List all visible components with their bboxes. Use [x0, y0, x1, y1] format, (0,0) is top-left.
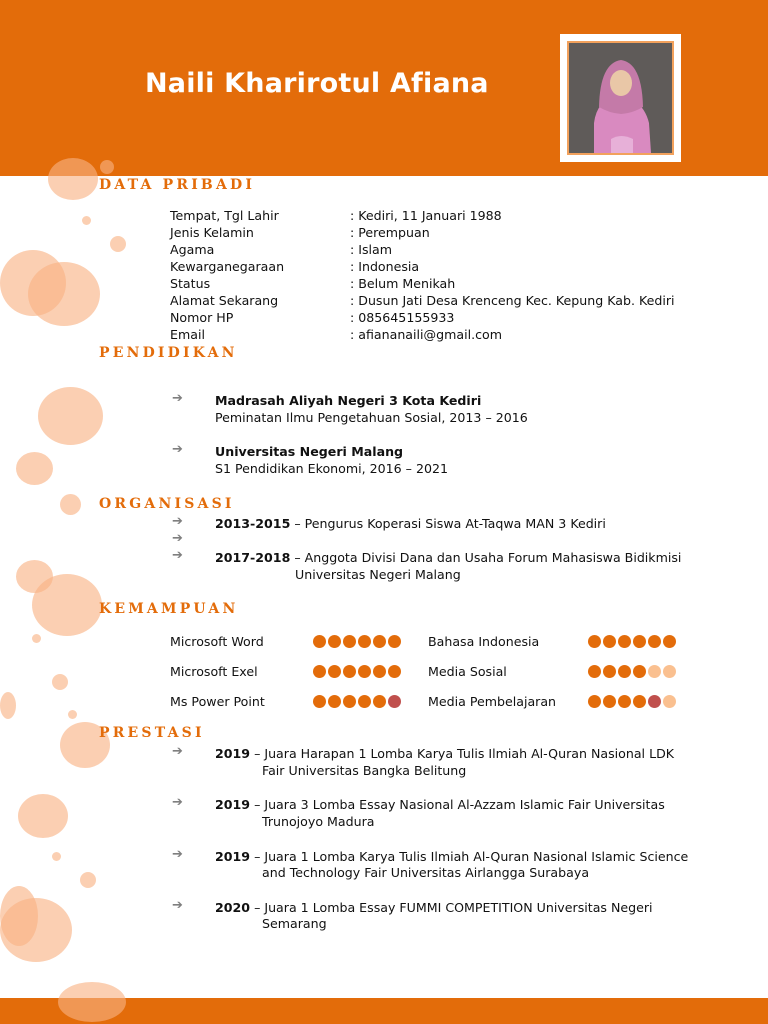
achievement-year: 2019: [215, 746, 251, 761]
achievement-item: [215, 745, 674, 762]
rating-dot: [648, 635, 661, 648]
achievement-text: – Juara Harapan 1 Lomba Karya Tulis Ilmiah Al-Quran Nasional LDK: [250, 746, 675, 761]
achievement-text-continued: Semarang: [262, 916, 327, 931]
arrow-right-icon: ➔: [172, 548, 183, 563]
rating-dot: [618, 665, 631, 678]
personal-value: : 085645155933: [350, 310, 455, 325]
rating-dot: [388, 665, 401, 678]
personal-label: Nomor HP: [170, 310, 234, 325]
achievement-item: [215, 899, 653, 916]
rating-dot: [313, 695, 326, 708]
rating-dot: [663, 635, 676, 648]
education-school: Madrasah Aliyah Negeri 3 Kota Kediri: [215, 393, 482, 408]
achievement-item: [215, 796, 665, 813]
rating-dot: [373, 665, 386, 678]
rating-dot: [343, 665, 356, 678]
organization-item: [215, 515, 606, 532]
achievement-text-continued: and Technology Fair Universitas Airlangga Surabaya: [262, 865, 590, 880]
arrow-right-icon: ➔: [172, 744, 183, 759]
rating-dot: [663, 665, 676, 678]
section-title-kemampuan: KEMAMPUAN: [99, 601, 239, 617]
rating-dot: [373, 695, 386, 708]
rating-dot: [388, 635, 401, 648]
skill-name: Bahasa Indonesia: [428, 634, 540, 649]
rating-dot: [388, 695, 401, 708]
section-title-data-pribadi: DATA PRIBADI: [99, 177, 256, 193]
skill-rating: [588, 635, 676, 648]
profile-photo-illustration: [569, 43, 672, 153]
rating-dot: [358, 635, 371, 648]
person-name: Naili Kharirotul Afiana: [145, 68, 489, 99]
arrow-right-icon: ➔: [172, 898, 183, 913]
rating-dot: [633, 665, 646, 678]
rating-dot: [313, 635, 326, 648]
achievement-year: 2019: [215, 849, 251, 864]
arrow-right-icon: ➔: [172, 847, 183, 862]
rating-dot: [603, 635, 616, 648]
rating-dot: [633, 695, 646, 708]
personal-label: Agama: [170, 242, 215, 257]
rating-dot: [328, 695, 341, 708]
personal-value: : Indonesia: [350, 259, 420, 274]
rating-dot: [588, 695, 601, 708]
organization-text: – Anggota Divisi Dana dan Usaha Forum Mahasiswa Bidikmisi: [290, 550, 682, 565]
rating-dot: [328, 665, 341, 678]
personal-value: : Islam: [350, 242, 393, 257]
achievement-text-continued: Trunojoyo Madura: [262, 814, 375, 829]
personal-label: Jenis Kelamin: [170, 225, 254, 240]
rating-dot: [358, 665, 371, 678]
rating-dot: [588, 665, 601, 678]
achievement-text: – Juara 1 Lomba Essay FUMMI COMPETITION Universitas Negeri: [250, 900, 653, 915]
rating-dot: [633, 635, 646, 648]
personal-value: : Belum Menikah: [350, 276, 456, 291]
skill-name: Microsoft Exel: [170, 664, 258, 679]
rating-dot: [618, 635, 631, 648]
section-title-prestasi: PRESTASI: [99, 725, 205, 741]
personal-value: : afiananaili@gmail.com: [350, 327, 502, 342]
achievement-text: – Juara 3 Lomba Essay Nasional Al-Azzam Islamic Fair Universitas: [250, 797, 665, 812]
profile-photo: [567, 41, 674, 155]
personal-label: Tempat, Tgl Lahir: [170, 208, 279, 223]
personal-label: Status: [170, 276, 211, 291]
skill-name: Media Sosial: [428, 664, 507, 679]
rating-dot: [603, 695, 616, 708]
arrow-right-icon: ➔: [172, 514, 183, 529]
education-detail: S1 Pendidikan Ekonomi, 2016 – 2021: [215, 461, 449, 476]
rating-dot: [648, 695, 661, 708]
rating-dot: [373, 635, 386, 648]
skill-rating: [313, 665, 401, 678]
skill-rating: [588, 665, 676, 678]
rating-dot: [603, 665, 616, 678]
rating-dot: [663, 695, 676, 708]
rating-dot: [328, 635, 341, 648]
personal-value: : Dusun Jati Desa Krenceng Kec. Kepung Kab. Kediri: [350, 293, 675, 308]
rating-dot: [588, 635, 601, 648]
rating-dot: [358, 695, 371, 708]
arrow-right-icon: ➔: [172, 531, 183, 546]
organization-year: 2013-2015: [215, 516, 291, 531]
rating-dot: [618, 695, 631, 708]
organization-item: [215, 549, 681, 566]
organization-text-continued: Universitas Negeri Malang: [295, 567, 461, 582]
skill-rating: [313, 695, 401, 708]
personal-label: Email: [170, 327, 205, 342]
arrow-right-icon: ➔: [172, 442, 183, 457]
skill-name: Ms Power Point: [170, 694, 265, 709]
education-school: Universitas Negeri Malang: [215, 444, 404, 459]
organization-text: – Pengurus Koperasi Siswa At-Taqwa MAN 3 Kediri: [290, 516, 606, 531]
arrow-right-icon: ➔: [172, 795, 183, 810]
rating-dot: [313, 665, 326, 678]
skill-name: Microsoft Word: [170, 634, 264, 649]
achievement-item: [215, 848, 688, 865]
rating-dot: [343, 635, 356, 648]
skill-rating: [313, 635, 401, 648]
achievement-text: – Juara 1 Lomba Karya Tulis Ilmiah Al-Quran Nasional Islamic Science: [250, 849, 689, 864]
personal-label: Alamat Sekarang: [170, 293, 279, 308]
achievement-year: 2019: [215, 797, 251, 812]
achievement-text-continued: Fair Universitas Bangka Belitung: [262, 763, 467, 778]
section-title-pendidikan: PENDIDIKAN: [99, 345, 238, 361]
personal-value: : Perempuan: [350, 225, 430, 240]
skill-name: Media Pembelajaran: [428, 694, 557, 709]
personal-value: : Kediri, 11 Januari 1988: [350, 208, 502, 223]
personal-label: Kewarganegaraan: [170, 259, 285, 274]
education-detail: Peminatan Ilmu Pengetahuan Sosial, 2013 – 2016: [215, 410, 528, 425]
arrow-right-icon: ➔: [172, 391, 183, 406]
section-title-organisasi: ORGANISASI: [99, 496, 235, 512]
achievement-year: 2020: [215, 900, 251, 915]
rating-dot: [648, 665, 661, 678]
organization-year: 2017-2018: [215, 550, 291, 565]
rating-dot: [343, 695, 356, 708]
skill-rating: [588, 695, 676, 708]
